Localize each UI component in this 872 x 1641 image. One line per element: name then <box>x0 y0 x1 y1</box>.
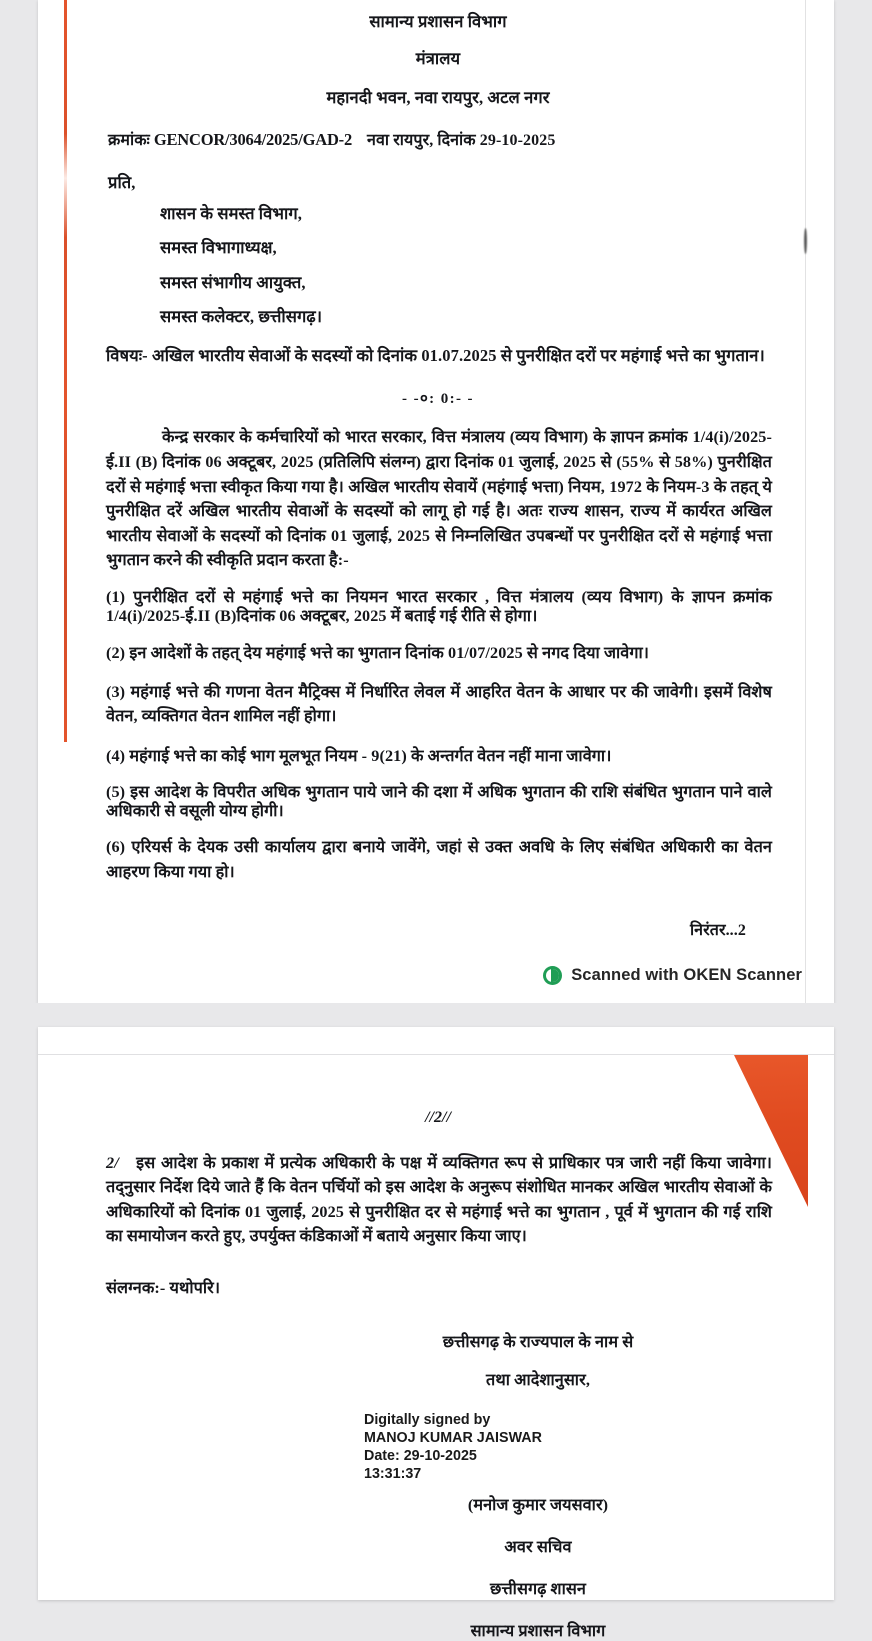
addressee-item: समस्त विभागाध्यक्ष, <box>160 238 277 258</box>
clause-1: (1) पुनरीक्षित दरों से महंगाई भत्ते का नियमन भारत सरकार , वित्त मंत्रालय (व्यय विभाग) के ज्ञापन क्रमांक 1/4(i)/2025-ई.II (B)दिनांक 06 अक्टूबर, 2025 में बताई गई रीति से होगा। <box>106 588 772 625</box>
addressee-list <box>104 203 772 327</box>
reference-number: GENCOR/3064/2025/GAD-2 <box>153 129 353 149</box>
page-top-divider <box>38 1054 834 1055</box>
scanner-watermark <box>38 966 834 985</box>
header-department: सामान्य प्रशासन विभाग <box>369 12 507 31</box>
digital-signature-time: 13:31:37 <box>364 1466 422 1483</box>
digital-signature-date: Date: 29-10-2025 <box>364 1448 477 1465</box>
digital-signature-line-1: Digitally signed by <box>364 1411 491 1428</box>
addressee-item: समस्त कलेक्टर, छत्तीसगढ़। <box>160 307 323 327</box>
main-paragraph: केन्द्र सरकार के कर्मचारियों को भारत सरकार, वित्त मंत्रालय (व्यय विभाग) के ज्ञापन क्रमांक 1/4(i)/2025-ई.II (B) दिनांक 06 अक्टूबर, 2025 (प्रतिलिपि संलग्न) द्वारा दिनांक 01 जुलाई, 2025 से (55% से 58%) पुनरीक्षित दरों से महंगाई भत्ता स्वीकृत किया गया है। अखिल भारतीय सेवायें (महंगाई भत्ता) नियम, 1972 के नियम-3 के तहत् ये पुनरीक्षित दरें अखिल भारतीय सेवाओं के सदस्यों को लागू हो गई है। अतः राज्य शासन, राज्य में कार्यरत अखिल भारतीय सेवाओं के सदस्यों को दिनांक 01 जुलाई, 2025 से निम्नलिखित उपबन्धों पर पुनरीक्षित दरों से महंगाई भत्ता भुगतान करने की स्वीकृति प्रदान करता है:- <box>106 428 772 570</box>
by-order-line-2: तथा आदेशानुसार, <box>486 1371 590 1390</box>
continuation-note: निरंतर...2 <box>689 922 746 939</box>
clause-6: (6) एरियर्स के देयक उसी कार्यालय द्वारा बनाये जावेंगे, जहां से उक्त अवधि के लिए संबंधित अधिकारी का वेतन आहरण किया गया हो। <box>106 838 772 881</box>
paragraph-lead-number: 2/ <box>106 1154 119 1172</box>
page-1-content <box>38 13 834 940</box>
reference-place-date: नवा रायपुर, दिनांक 29-10-2025 <box>367 131 556 149</box>
page-2-paragraph <box>104 1151 772 1248</box>
digital-signature-stamp <box>304 1411 772 1484</box>
paragraph-text: इस आदेश के प्रकाश में प्रत्येक अधिकारी के पक्ष में व्यक्तिगत रूप से प्राधिकार पत्र जारी नहीं किया जावेगा। तद्नुसार निर्देश दिये जाते हैं कि वेतन पर्चियों को इस आदेश के अनुरूप संशोधित मानकर अखिल भारतीय सेवाओं के अधिकारियों को दिनांक 01 जुलाई, 2025 से पुनरीक्षित दर से महंगाई भत्ते का भुगतान , पूर्व में भुगतान की गई राशि का समायोजन करते हुए, उपर्युक्त कंडिकाओं में बताये अनुसार किया जाए। <box>106 1154 772 1245</box>
oken-scanner-logo-icon <box>543 966 562 985</box>
section-separator: - -०: 0:- - <box>402 391 474 408</box>
document-page-1 <box>38 0 834 1003</box>
clause-5: (5) इस आदेश के विपरीत अधिक भुगतान पाये जाने की दशा में अधिक भुगतान की राशि संबंधित भुगतान पाने वाले अधिकारी से वसूली योग्य होगी। <box>106 782 772 820</box>
enclosure-line: संलग्नक:- यथोपरि। <box>106 1279 221 1298</box>
signer-name: (मनोज कुमार जयसवार) <box>467 1495 609 1514</box>
clause-2: (2) इन आदेशों के तहत् देय महंगाई भत्ते का भुगतान दिनांक 01/07/2025 से नगद दिया जावेगा। <box>106 643 650 662</box>
addressee-item: समस्त संभागीय आयुक्त, <box>160 272 306 292</box>
signer-designation: अवर सचिव <box>504 1537 572 1556</box>
header-ministry: मंत्रालय <box>415 49 461 69</box>
by-order-line-1: छत्तीसगढ़ के राज्यपाल के नाम से <box>442 1333 634 1352</box>
reference-row <box>104 128 772 150</box>
subject-line: विषयः- अखिल भारतीय सेवाओं के सदस्यों को दिनांक 01.07.2025 से पुनरीक्षित दरों पर महंगाई भत्ते का भुगतान। <box>106 345 765 365</box>
signature-block <box>104 1334 772 1641</box>
header-address: महानदी भवन, नवा रायपुर, अटल नगर <box>326 87 550 107</box>
scanner-watermark-text: Scanned with OKEN Scanner <box>571 966 802 984</box>
signer-department: सामान्य प्रशासन विभाग <box>470 1621 606 1640</box>
document-page-2 <box>38 1027 834 1640</box>
reference-label: क्रमांकः <box>108 131 150 149</box>
page-number: //2// <box>425 1109 451 1126</box>
to-label: प्रति, <box>108 172 136 192</box>
page-gap-band <box>0 1003 872 1027</box>
addressee-item: शासन के समस्त विभाग, <box>160 203 302 223</box>
digital-signature-signer: MANOJ KUMAR JAISWAR <box>364 1429 542 1446</box>
signer-government: छत्तीसगढ़ शासन <box>490 1579 586 1598</box>
clause-3: (3) महंगाई भत्ते की गणना वेतन मैट्रिक्स में निर्धारित लेवल में आहरित वेतन के आधार पर की जावेगी। इसमें विशेष वेतन, व्यक्तिगत वेतन शामिल नहीं होगा। <box>106 682 772 726</box>
clause-4: (4) महंगाई भत्ते का कोई भाग मूलभूत नियम - 9(21) के अन्तर्गत वेतन नहीं माना जावेगा। <box>106 746 612 765</box>
page-2-content <box>38 1109 834 1641</box>
